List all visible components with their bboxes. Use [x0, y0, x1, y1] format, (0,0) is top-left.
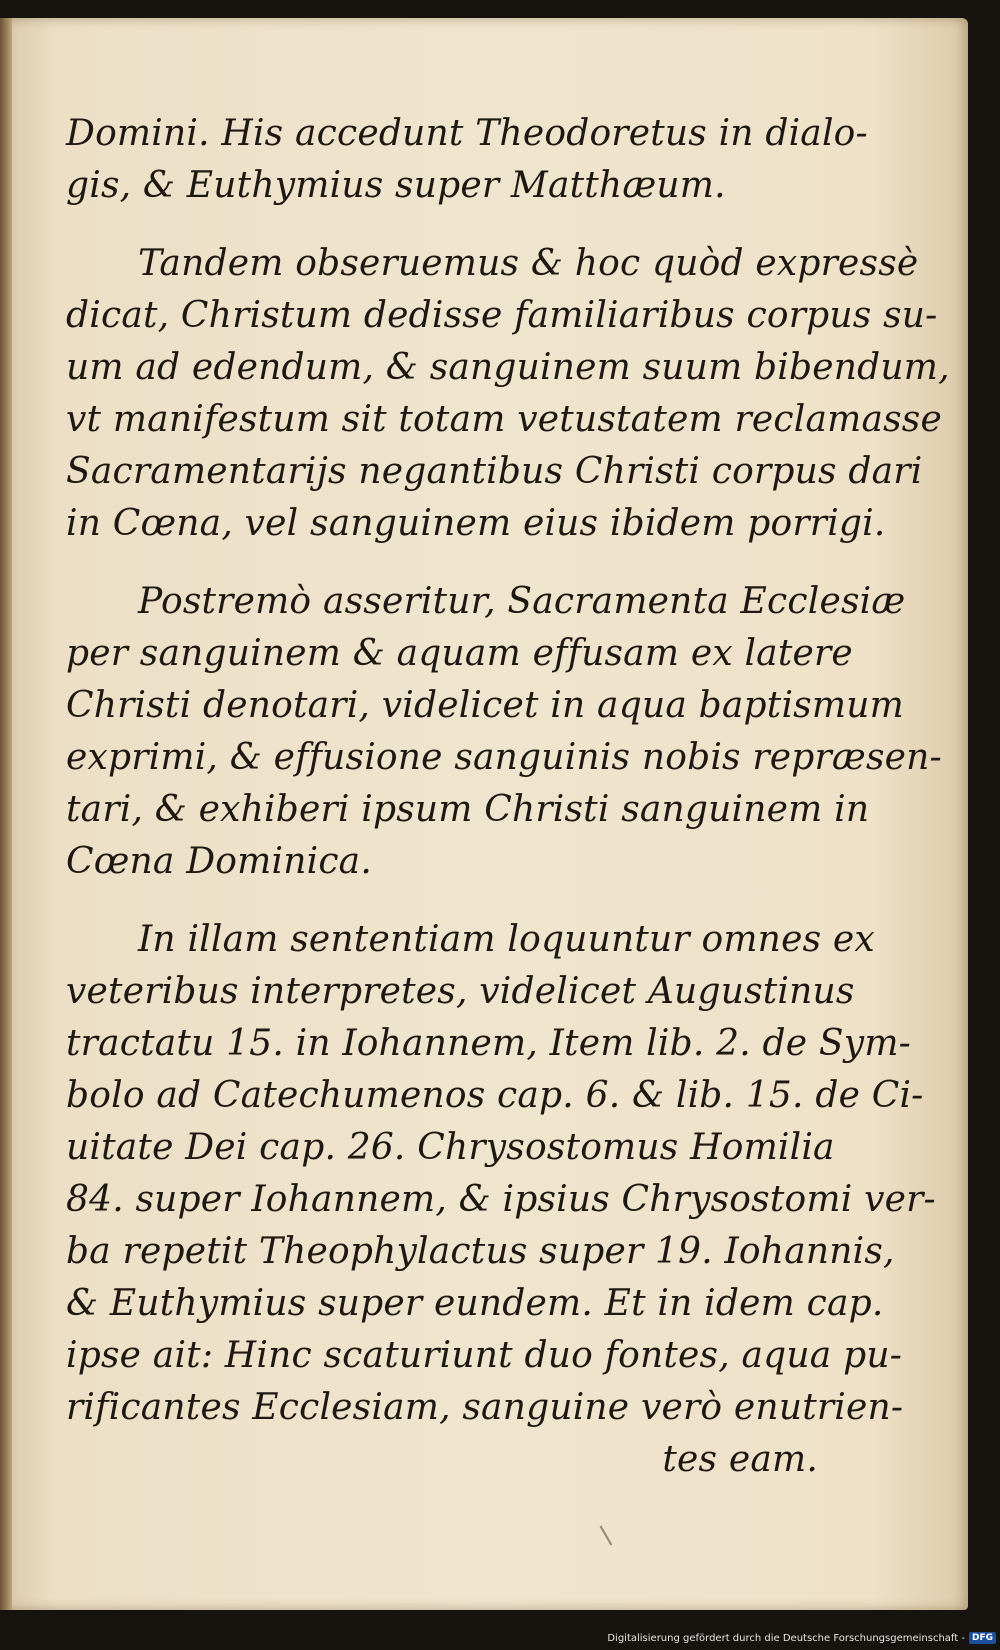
text-line: per sanguinem & aquam effusam ex latere [66, 633, 853, 674]
text-line: In illam sententiam loquuntur omnes ex [138, 919, 875, 960]
text-line: dicat, Christum dedisse familiaribus corpus su- [66, 295, 938, 336]
text-line: & Euthymius super eundem. Et in idem cap. [66, 1283, 884, 1324]
text-line: in Cœna, vel sanguinem eius ibidem porrigi. [66, 503, 886, 544]
text-line: Tandem obseruemus & hoc quòd expressè [138, 243, 919, 284]
text-line: exprimi, & effusione sanguinis nobis repræsen- [66, 737, 942, 778]
text-line: vt manifestum sit totam vetustatem reclamasse [66, 399, 942, 440]
text-line: tractatu 15. in Iohannem, Item lib. 2. de Sym- [66, 1023, 912, 1064]
ink-mark [600, 1518, 625, 1545]
text-line: Cœna Dominica. [66, 841, 372, 882]
text-line: Postremò asseritur, Sacramenta Ecclesiæ [138, 581, 906, 622]
text-line: 84. super Iohannem, & ipsius Chrysostomi ver- [66, 1179, 936, 1220]
text-line: Domini. His accedunt Theodoretus in dialo- [66, 113, 868, 154]
text-line: ipse ait: Hinc scaturiunt duo fontes, aqua pu- [66, 1335, 903, 1376]
text-line: um ad edendum, & sanguinem suum bibendum, [66, 347, 950, 388]
text-line: rificantes Ecclesiam, sanguine verò enutrien- [66, 1387, 904, 1428]
text-line: ba repetit Theophylactus super 19. Iohannis, [66, 1231, 895, 1272]
footer-text: Digitalisierung gefördert durch die Deutsche Forschungsgemeinschaft - [607, 1632, 965, 1644]
text-line: veteribus interpretes, videlicet Augustinus [66, 971, 855, 1012]
dfg-logo: DFG [969, 1632, 996, 1644]
book-page [0, 18, 968, 1610]
text-line: gis, & Euthymius super Matthæum. [66, 165, 726, 206]
text-line: bolo ad Catechumenos cap. 6. & lib. 15. de Ci- [66, 1075, 924, 1116]
page-spine-shadow [0, 18, 12, 1610]
text-line: tari, & exhiberi ipsum Christi sanguinem in [66, 789, 870, 830]
text-line: tes eam. [662, 1439, 818, 1480]
text-line: Sacramentarijs negantibus Christi corpus dari [66, 451, 923, 492]
page-text [66, 108, 950, 1486]
text-line: uitate Dei cap. 26. Chrysostomus Homilia [66, 1127, 835, 1168]
digitization-footer [607, 1632, 996, 1644]
text-line: Christi denotari, videlicet in aqua baptismum [66, 685, 904, 726]
